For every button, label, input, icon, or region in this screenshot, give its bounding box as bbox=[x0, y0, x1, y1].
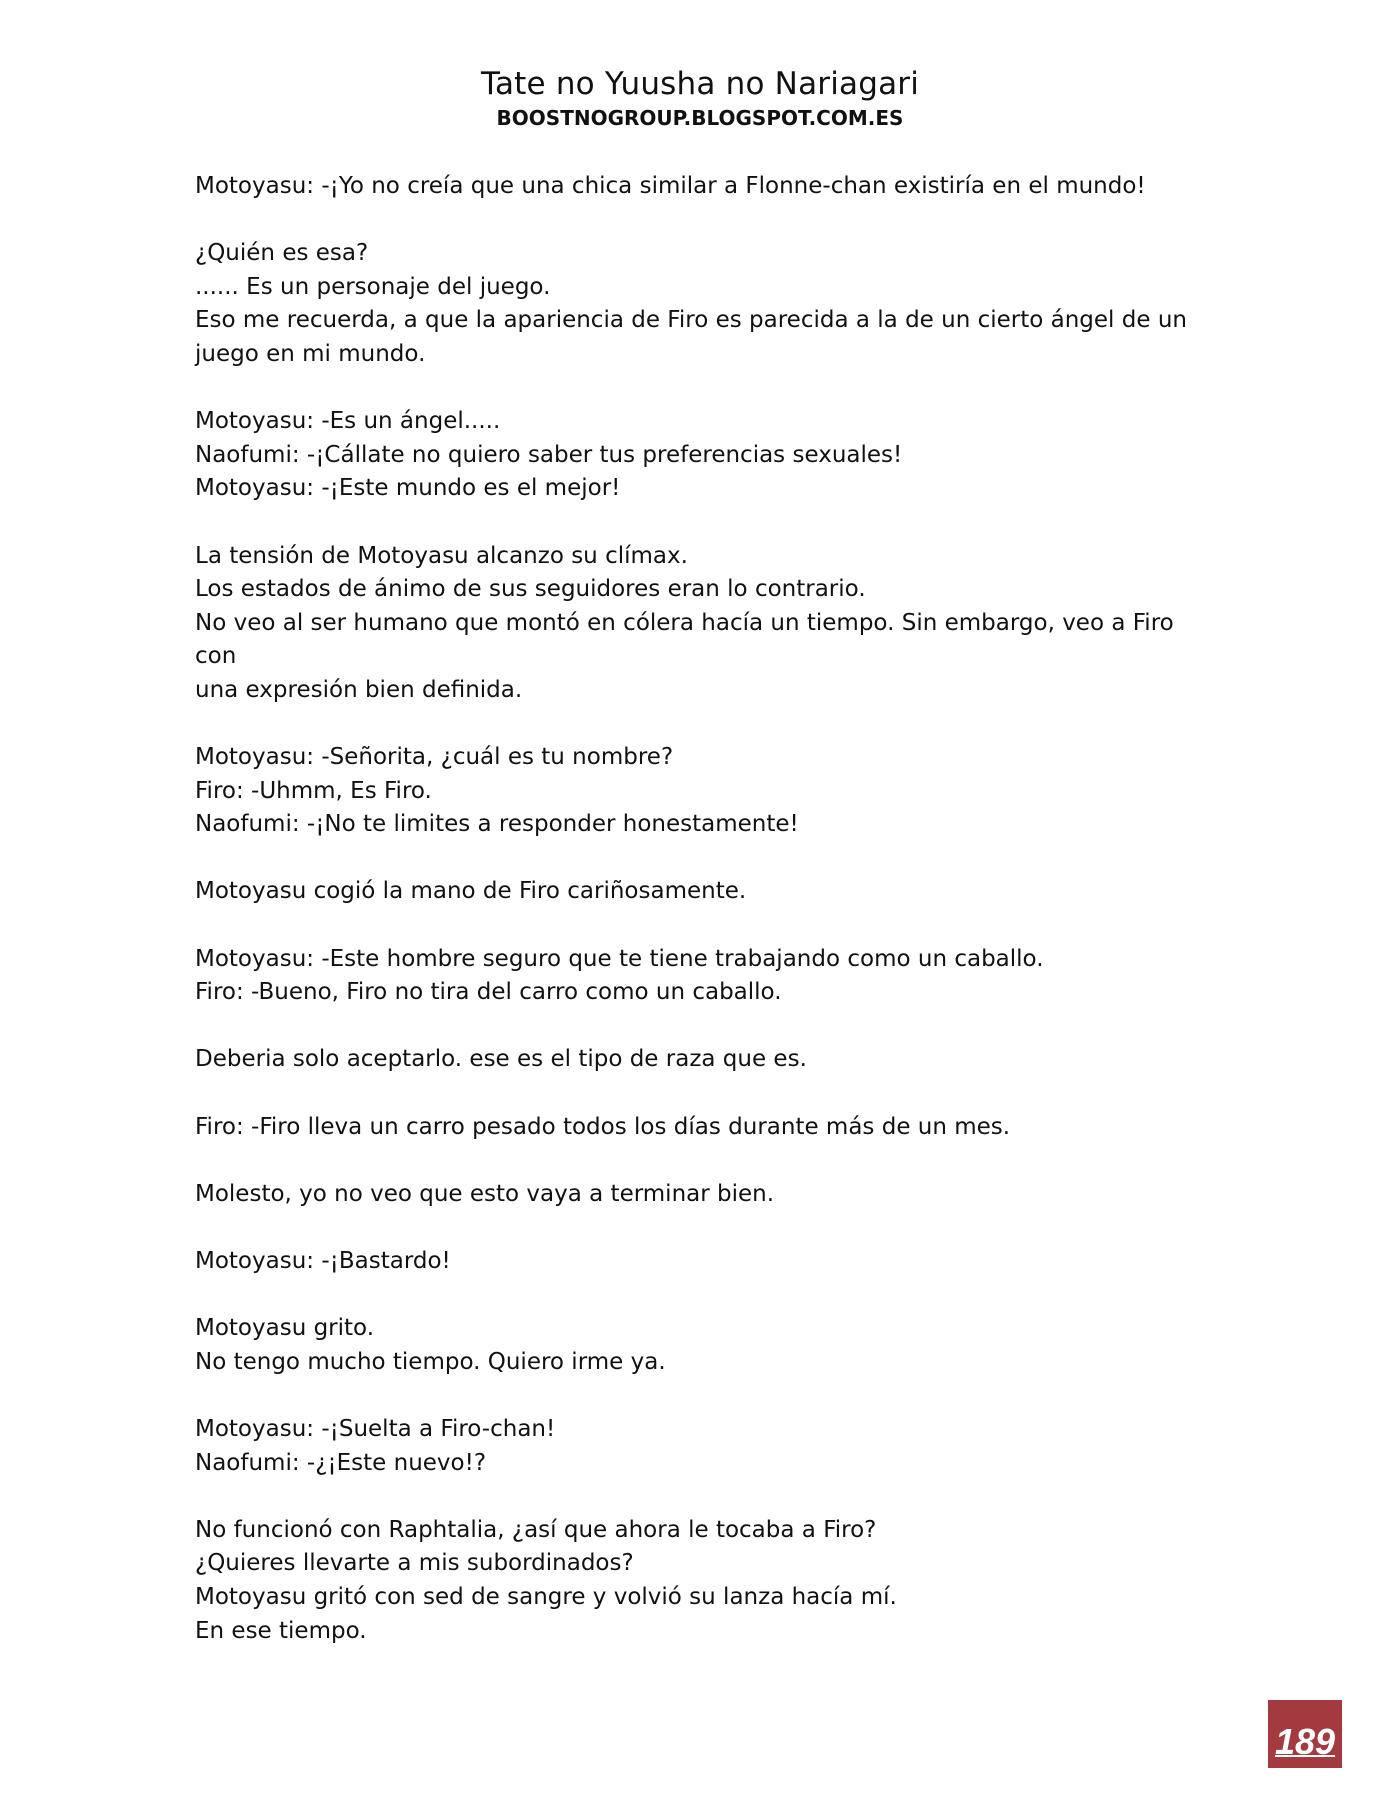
page-number: 189 bbox=[1274, 1721, 1336, 1762]
text-line: Naofumi: -¡Cállate no quiero saber tus preferencias sexuales! bbox=[195, 441, 903, 468]
text-line: En ese tiempo. bbox=[195, 1617, 367, 1644]
blank-line bbox=[195, 1010, 1215, 1044]
text-line: ¿Quién es esa? bbox=[195, 240, 369, 267]
text-line: Firo: -Firo lleva un carro pesado todos los días durante más de un mes. bbox=[195, 1113, 1011, 1140]
text-line: No veo al ser humano que montó en cólera hacía un tiempo. Sin embargo, veo a Firo con bbox=[195, 609, 1182, 670]
text-line: Molesto, yo no veo que esto vaya a terminar bien. bbox=[195, 1180, 775, 1207]
text-line: No funcionó con Raphtalia, ¿así que ahora le tocaba a Firo? bbox=[195, 1516, 877, 1543]
blank-line bbox=[195, 1144, 1215, 1178]
text-line: juego en mi mundo. bbox=[195, 340, 426, 367]
blank-line bbox=[195, 1279, 1215, 1313]
blank-line bbox=[195, 1480, 1215, 1514]
text-line: Motoyasu gritó con sed de sangre y volvió su lanza hacía mí. bbox=[195, 1583, 897, 1610]
text-line: ¿Quieres llevarte a mis subordinados? bbox=[195, 1550, 634, 1577]
text-line: Eso me recuerda, a que la apariencia de Firo es parecida a la de un cierto ángel de un bbox=[195, 307, 1187, 334]
blank-line bbox=[195, 1211, 1215, 1245]
text-line: No tengo mucho tiempo. Quiero irme ya. bbox=[195, 1348, 666, 1375]
text-line: una expresión bien definida. bbox=[195, 676, 523, 703]
blank-line bbox=[195, 1379, 1215, 1413]
blank-line bbox=[195, 204, 1215, 238]
blank-line bbox=[195, 372, 1215, 406]
blog-url: BOOSTNOGROUP.BLOGSPOT.COM.ES bbox=[496, 106, 904, 130]
text-line: Los estados de ánimo de sus seguidores eran lo contrario. bbox=[195, 576, 866, 603]
blank-line bbox=[195, 506, 1215, 540]
text-line: Firo: -Bueno, Firo no tira del carro como un caballo. bbox=[195, 979, 782, 1006]
text-line: Naofumi: -¡No te limites a responder honestamente! bbox=[195, 811, 799, 838]
page-number-badge bbox=[1268, 1700, 1342, 1768]
text-line: Naofumi: -¿¡Este nuevo!? bbox=[195, 1449, 487, 1476]
text-line: Firo: -Uhmm, Es Firo. bbox=[195, 777, 432, 804]
blank-line bbox=[195, 708, 1215, 742]
text-line: Motoyasu: -Es un ángel..... bbox=[195, 408, 501, 435]
text-line: Deberia solo aceptarlo. ese es el tipo de raza que es. bbox=[195, 1046, 807, 1073]
text-line: Motoyasu: -¡Bastardo! bbox=[195, 1248, 451, 1274]
blank-line bbox=[195, 909, 1215, 943]
text-line: Motoyasu: -Este hombre seguro que te tiene trabajando como un caballo. bbox=[195, 945, 1044, 972]
text-line: Motoyasu cogió la mano de Firo cariñosamente. bbox=[195, 878, 747, 905]
text-line: La tensión de Motoyasu alcanzo su clímax. bbox=[195, 542, 688, 569]
page-header bbox=[0, 64, 1400, 132]
text-line: ...... Es un personaje del juego. bbox=[195, 273, 551, 300]
document-body bbox=[195, 170, 1215, 1648]
text-line: Motoyasu: -Señorita, ¿cuál es tu nombre? bbox=[195, 744, 674, 771]
document-title: Tate no Yuusha no Nariagari bbox=[480, 66, 920, 102]
blank-line bbox=[195, 842, 1215, 876]
text-line: Motoyasu: -¡Yo no creía que una chica similar a Flonne-chan existiría en el mundo! bbox=[195, 173, 1146, 199]
text-line: Motoyasu: -¡Suelta a Firo-chan! bbox=[195, 1415, 556, 1442]
blank-line bbox=[195, 1077, 1215, 1111]
text-line: Motoyasu grito. bbox=[195, 1315, 375, 1342]
text-line: Motoyasu: -¡Este mundo es el mejor! bbox=[195, 475, 621, 502]
